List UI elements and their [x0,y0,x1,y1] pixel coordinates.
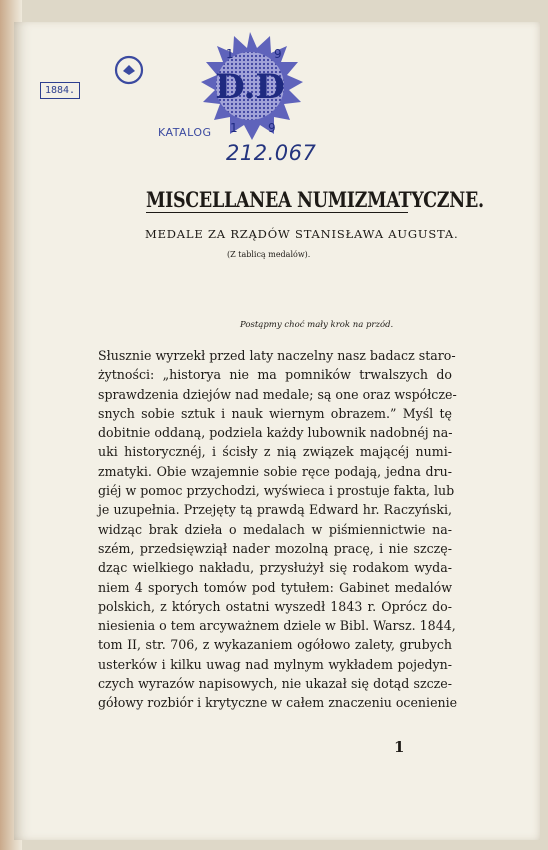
body-line: szém, przedsięwziął nader mozolną pracę, i nie szczę- [98,540,452,556]
svg-text:1: 1 [226,47,234,61]
body-line: zmatyki. Obie wzajemnie sobie ręce podają, jedna dru- [98,463,452,479]
body-line: dobitnie oddaną, podziela każdy lubownik nadobnéj na- [98,425,453,441]
body-line: giéj w pomoc przychodzi, wyświeca i prostuje fakta, lub [98,483,455,499]
body-line: Słusznie wyrzekł przed laty naczelny nasz badacz staro- [98,348,456,363]
library-circle-stamp-icon [114,55,144,85]
body-line: tom II, str. 706, z wykazaniem ogółowo zalety, grubych [98,637,452,653]
svg-text:9: 9 [274,47,282,61]
body-text [98,346,458,713]
catalog-number: 212.067 [226,141,317,165]
catalog-label: KATALOG [158,126,212,139]
body-line: dząc wielkiego nakładu, przysłużył się rodakom wyda- [98,560,452,576]
svg-text:9: 9 [268,121,276,135]
body-line: uki historycznéj, i ścisły z nią związek mającéj numi- [98,444,452,460]
body-line: żytności: „historya nie ma pomników trwalszych do [98,367,452,383]
body-line: sprawdzenia dziejów nad medale; są one oraz współcze- [98,386,457,402]
svg-text:1: 1 [230,121,238,135]
page-number: 1 [394,738,405,756]
body-line: gółowy rozbiór i krytyczne w całem znaczeniu ocenienie [98,695,458,711]
epigraph: Postąpmy choć mały krok na przód. [240,320,394,330]
body-line: niesienia o tem arcyważnem dziele w Bibl. Warsz. 1844, [98,618,456,634]
page-subtitle: MEDALE ZA RZĄDÓW STANISŁAWA AUGUSTA. [145,227,459,241]
inventory-stamp: 1884. [40,82,80,99]
stamp-monogram: D.D [215,67,285,107]
body-line: usterków i kilku uwag nad mylnym wykładem pojedyn- [98,656,452,672]
body-line: widząc brak dzieła o medalach w piśmiennictwie na- [98,521,452,537]
body-line: snych sobie sztuk i nauk wiernym obrazem.” Myśl tę [98,405,452,421]
body-line: niem 4 sporych tomów pod tytułem: Gabinet medalów [98,579,452,595]
page-title: MISCELLANEA NUMIZMATYCZNE. [146,188,484,213]
body-line: je uzupełnia. Przejęty tą prawdą Edward hr. Raczyński, [98,502,452,518]
body-line: czych wyrazów napisowych, nie ukazał się dotąd szcze- [98,676,452,692]
body-line: polskich, z których ostatni wyszedł 1843 r. Oprócz do- [98,598,452,614]
title-rule [146,212,408,213]
plate-note: (Z tablicą medalów). [227,250,311,259]
